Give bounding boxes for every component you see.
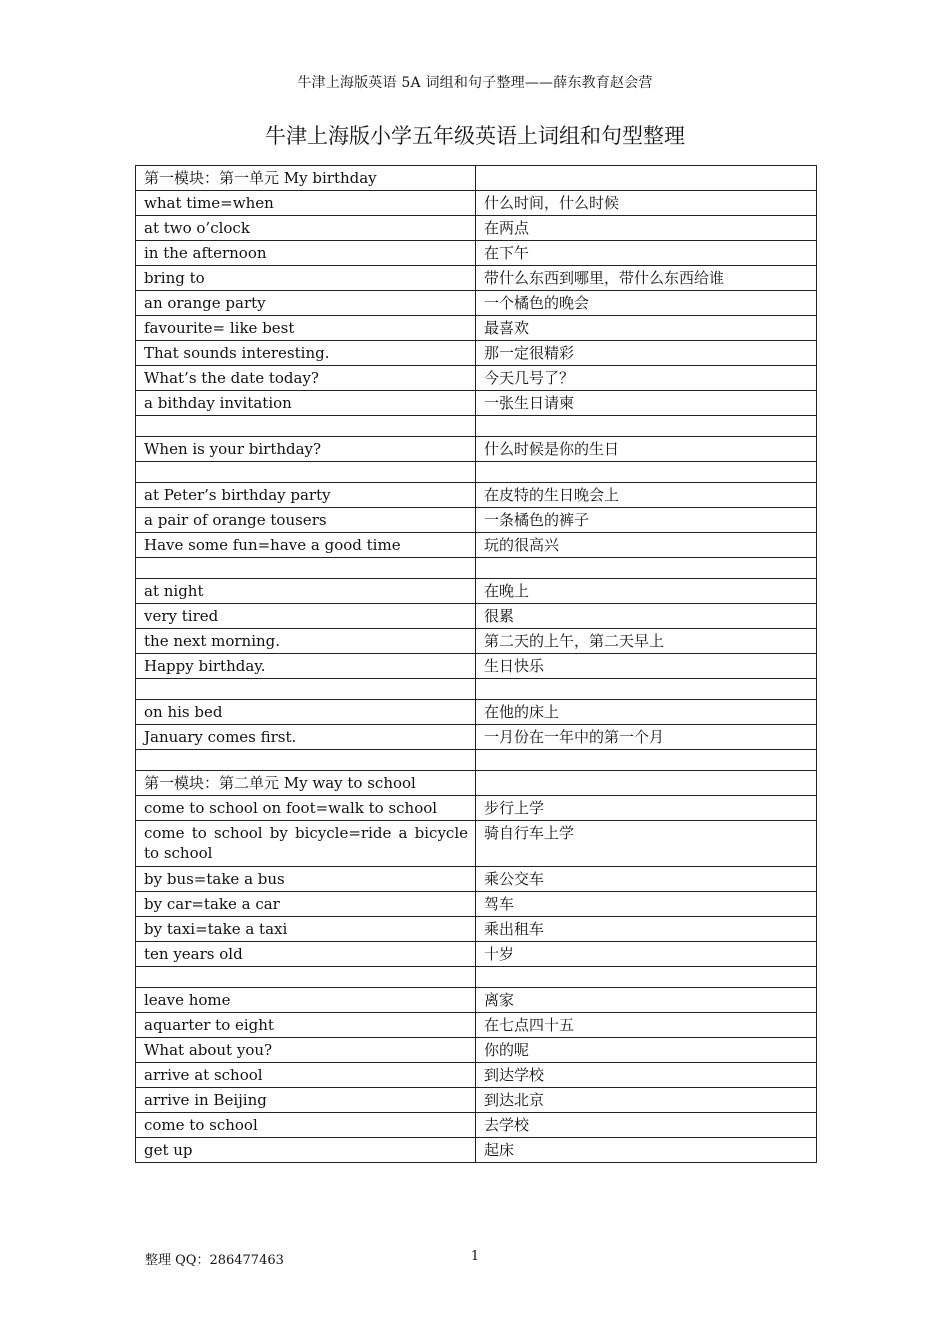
english-phrase-cell: at two o’clock — [136, 216, 476, 241]
chinese-meaning-cell: 在晚上 — [476, 579, 817, 604]
english-phrase-cell: by bus=take a bus — [136, 867, 476, 892]
english-phrase-cell: favourite= like best — [136, 316, 476, 341]
table-row — [136, 508, 817, 533]
english-phrase-cell: come to school on foot=walk to school — [136, 796, 476, 821]
chinese-meaning-cell: 最喜欢 — [476, 316, 817, 341]
chinese-meaning-cell: 什么时候是你的生日 — [476, 437, 817, 462]
english-phrase-cell — [136, 967, 476, 988]
table-row — [136, 266, 817, 291]
table-row — [136, 483, 817, 508]
table-row — [136, 416, 817, 437]
chinese-meaning-cell: 一条橘色的裤子 — [476, 508, 817, 533]
vocabulary-table — [135, 165, 817, 1163]
chinese-meaning-cell: 什么时间，什么时候 — [476, 191, 817, 216]
english-phrase-cell: Happy birthday. — [136, 654, 476, 679]
table-row — [136, 579, 817, 604]
table-row — [136, 1138, 817, 1163]
chinese-meaning-cell — [476, 166, 817, 191]
chinese-meaning-cell: 带什么东西到哪里，带什么东西给谁 — [476, 266, 817, 291]
chinese-meaning-cell: 在七点四十五 — [476, 1013, 817, 1038]
table-row — [136, 437, 817, 462]
table-row — [136, 291, 817, 316]
table-row — [136, 366, 817, 391]
chinese-meaning-cell: 一月份在一年中的第一个月 — [476, 725, 817, 750]
chinese-meaning-cell: 骑自行车上学 — [476, 821, 817, 867]
chinese-meaning-cell: 在两点 — [476, 216, 817, 241]
chinese-meaning-cell: 到达北京 — [476, 1088, 817, 1113]
english-phrase-cell: on his bed — [136, 700, 476, 725]
english-phrase-cell — [136, 679, 476, 700]
table-row — [136, 1063, 817, 1088]
english-phrase-cell — [136, 462, 476, 483]
chinese-meaning-cell: 到达学校 — [476, 1063, 817, 1088]
footer-qq: 整理 QQ：286477463 — [145, 1253, 284, 1268]
chinese-meaning-cell: 乘公交车 — [476, 867, 817, 892]
table-row — [136, 917, 817, 942]
chinese-meaning-cell: 在他的床上 — [476, 700, 817, 725]
table-row — [136, 1113, 817, 1138]
chinese-meaning-cell: 在皮特的生日晚会上 — [476, 483, 817, 508]
chinese-meaning-cell: 一张生日请柬 — [476, 391, 817, 416]
chinese-meaning-cell — [476, 558, 817, 579]
table-row — [136, 462, 817, 483]
table-row — [136, 892, 817, 917]
table-row — [136, 654, 817, 679]
english-phrase-cell: arrive in Beijing — [136, 1088, 476, 1113]
english-phrase-cell: at Peter’s birthday party — [136, 483, 476, 508]
table-row — [136, 341, 817, 366]
chinese-meaning-cell — [476, 967, 817, 988]
table-row — [136, 216, 817, 241]
chinese-meaning-cell: 在下午 — [476, 241, 817, 266]
table-row — [136, 1088, 817, 1113]
english-phrase-cell: a pair of orange tousers — [136, 508, 476, 533]
english-phrase-cell: 第一模块：第二单元 My way to school — [136, 771, 476, 796]
table-row — [136, 796, 817, 821]
chinese-meaning-cell: 离家 — [476, 988, 817, 1013]
chinese-meaning-cell: 起床 — [476, 1138, 817, 1163]
chinese-meaning-cell — [476, 771, 817, 796]
table-row — [136, 558, 817, 579]
table-row — [136, 316, 817, 341]
english-phrase-cell: bring to — [136, 266, 476, 291]
english-phrase-cell: arrive at school — [136, 1063, 476, 1088]
english-phrase-cell: When is your birthday? — [136, 437, 476, 462]
table-row — [136, 1038, 817, 1063]
table-row — [136, 241, 817, 266]
chinese-meaning-cell: 乘出租车 — [476, 917, 817, 942]
table-row — [136, 942, 817, 967]
table-row — [136, 867, 817, 892]
table-row — [136, 988, 817, 1013]
document-title: 牛津上海版小学五年级英语上词组和句型整理 — [265, 124, 685, 148]
chinese-meaning-cell: 去学校 — [476, 1113, 817, 1138]
table-row — [136, 700, 817, 725]
table-row — [136, 725, 817, 750]
english-phrase-cell — [136, 750, 476, 771]
table-row — [136, 604, 817, 629]
chinese-meaning-cell: 第二天的上午，第二天早上 — [476, 629, 817, 654]
table-row — [136, 967, 817, 988]
table-row — [136, 191, 817, 216]
table-row — [136, 391, 817, 416]
english-phrase-cell: January comes first. — [136, 725, 476, 750]
chinese-meaning-cell: 玩的很高兴 — [476, 533, 817, 558]
chinese-meaning-cell: 那一定很精彩 — [476, 341, 817, 366]
english-phrase-cell: in the afternoon — [136, 241, 476, 266]
table-row — [136, 821, 817, 867]
english-phrase-cell — [136, 416, 476, 437]
chinese-meaning-cell — [476, 416, 817, 437]
chinese-meaning-cell: 一个橘色的晚会 — [476, 291, 817, 316]
english-phrase-cell — [136, 558, 476, 579]
english-phrase-cell: What’s the date today? — [136, 366, 476, 391]
english-phrase-cell: Have some fun=have a good time — [136, 533, 476, 558]
chinese-meaning-cell: 驾车 — [476, 892, 817, 917]
english-phrase-cell: by taxi=take a taxi — [136, 917, 476, 942]
chinese-meaning-cell: 步行上学 — [476, 796, 817, 821]
english-phrase-cell: at night — [136, 579, 476, 604]
chinese-meaning-cell: 你的呢 — [476, 1038, 817, 1063]
english-phrase-cell: by car=take a car — [136, 892, 476, 917]
english-phrase-cell: an orange party — [136, 291, 476, 316]
table-row — [136, 679, 817, 700]
table-row — [136, 771, 817, 796]
table-row — [136, 750, 817, 771]
english-phrase-cell: what time=when — [136, 191, 476, 216]
english-phrase-cell: 第一模块：第一单元 My birthday — [136, 166, 476, 191]
page-number: 1 — [470, 1249, 480, 1264]
english-phrase-cell: That sounds interesting. — [136, 341, 476, 366]
chinese-meaning-cell — [476, 462, 817, 483]
english-phrase-cell: come to school by bicycle=ride a bicycle to school — [136, 821, 476, 867]
english-phrase-cell: leave home — [136, 988, 476, 1013]
chinese-meaning-cell: 很累 — [476, 604, 817, 629]
english-phrase-cell: come to school — [136, 1113, 476, 1138]
chinese-meaning-cell — [476, 750, 817, 771]
table-row — [136, 1013, 817, 1038]
table-row — [136, 629, 817, 654]
page-header: 牛津上海版英语 5A 词组和句子整理——薛东教育赵会营 — [297, 75, 653, 91]
english-phrase-cell: get up — [136, 1138, 476, 1163]
english-phrase-cell: a bithday invitation — [136, 391, 476, 416]
english-phrase-cell: very tired — [136, 604, 476, 629]
table-row — [136, 533, 817, 558]
english-phrase-cell: aquarter to eight — [136, 1013, 476, 1038]
chinese-meaning-cell: 十岁 — [476, 942, 817, 967]
english-phrase-cell: the next morning. — [136, 629, 476, 654]
chinese-meaning-cell: 生日快乐 — [476, 654, 817, 679]
chinese-meaning-cell: 今天几号了？ — [476, 366, 817, 391]
chinese-meaning-cell — [476, 679, 817, 700]
english-phrase-cell: What about you? — [136, 1038, 476, 1063]
table-row — [136, 166, 817, 191]
english-phrase-cell: ten years old — [136, 942, 476, 967]
